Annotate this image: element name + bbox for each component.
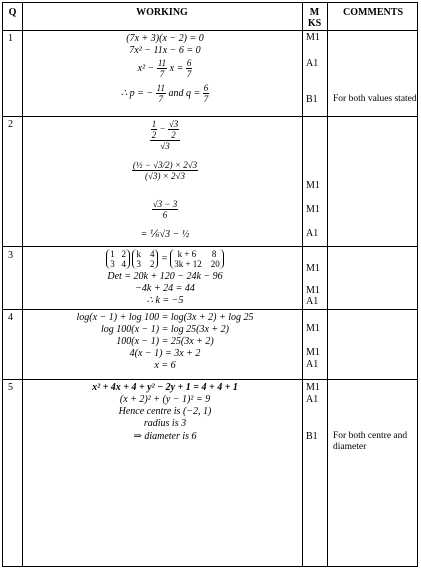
- q5-line-2: (x + 2)² + (y − 1)² = 9: [119, 394, 211, 405]
- q1-line-3: x² − $\frac{11}{7}$ x = $\frac{6}{7}$: [137, 58, 192, 79]
- col-divider-marks: [327, 3, 328, 566]
- q5-comment: For both centre and diameter: [333, 431, 408, 452]
- q2-step-2: $\frac{\text{(½ − √3/2) × 2√3}}{(√3) \times 2√3}$: [132, 160, 198, 181]
- q3-number: 3: [8, 250, 13, 261]
- q3-line-4: ∴ k = −5: [146, 295, 184, 306]
- q1-line-2: 7x² − 11x − 6 = 0: [129, 45, 201, 56]
- row-divider-3: [3, 309, 417, 310]
- q2-number: 2: [8, 119, 13, 130]
- header-q: Q: [8, 7, 17, 18]
- q1-mark-1: M1: [306, 32, 320, 43]
- q3-mark-3: A1: [306, 296, 319, 307]
- q3-mark-1: M1: [306, 263, 320, 274]
- q5-mark-1: M1: [306, 382, 320, 393]
- q1-number: 1: [8, 33, 13, 44]
- q1-line-4: ∴ p = − $\frac{11}{7}$ and q = $\frac{6}{7}$: [120, 83, 209, 104]
- row-divider-1: [3, 116, 417, 117]
- q5-line-3: Hence centre is (−2, 1): [118, 406, 212, 417]
- q4-mark-1: M1: [306, 323, 320, 334]
- marking-scheme-table: [2, 2, 418, 567]
- q2-complex-fraction: $\frac{1}{2}$ − $\frac{√3}{2}$ √3: [151, 119, 179, 151]
- q1-mark-2: A1: [306, 58, 319, 69]
- row-divider-2: [3, 246, 417, 247]
- q4-mark-2: M1: [306, 347, 320, 358]
- q3-mark-2: M1: [306, 285, 320, 296]
- q4-mark-3: A1: [306, 359, 319, 370]
- q2-mark-1: M1: [306, 180, 320, 191]
- q5-line-5: ⇒ diameter is 6: [133, 431, 197, 442]
- q4-number: 4: [8, 312, 13, 323]
- q3-matrix-product: 1 2 3 4 k 4 3 2 = k + 6 8 3k + 12 20: [25, 249, 305, 269]
- q5-number: 5: [8, 382, 13, 393]
- q4-line-4: 4(x − 1) = 3x + 2: [129, 348, 201, 359]
- q5-mark-3: B1: [306, 431, 318, 442]
- header-comments: COMMENTS: [343, 7, 403, 18]
- q1-line-1: (7x + 3)(x − 2) = 0: [126, 33, 204, 44]
- q4-line-5: x = 6: [154, 360, 176, 371]
- q2-mark-3: A1: [306, 228, 319, 239]
- q5-line-1: x² + 4x + 4 + y² − 2y + 1 = 4 + 4 + 1: [92, 382, 238, 393]
- q4-line-1: log(x − 1) + log 100 = log(3x + 2) + log 25: [76, 312, 254, 323]
- q2-step-3: $\frac{√3 - 3}{6}$: [152, 199, 178, 220]
- matrix-c: k + 6 8 3k + 12 20: [170, 249, 224, 269]
- matrix-b: k 4 3 2: [132, 249, 158, 269]
- header-working: WORKING: [136, 7, 188, 18]
- q3-line-3: −4k + 24 = 44: [135, 283, 195, 294]
- col-divider-q: [22, 3, 23, 566]
- matrix-a: 1 2 3 4: [106, 249, 130, 269]
- q4-line-2: log 100(x − 1) = log 25(3x + 2): [101, 324, 229, 335]
- q5-mark-2: A1: [306, 394, 319, 405]
- q4-line-3: 100(x − 1) = 25(3x + 2): [116, 336, 214, 347]
- q2-final: = ⅙√3 − ½: [140, 229, 190, 240]
- row-divider-4: [3, 379, 417, 380]
- q1-mark-3: B1: [306, 94, 318, 105]
- q3-line-2: Det = 20k + 120 − 24k − 96: [107, 271, 223, 282]
- q2-mark-2: M1: [306, 204, 320, 215]
- q1-comment: For both values stated: [333, 94, 417, 104]
- header-marks: M KS: [307, 7, 322, 29]
- q5-line-4: radius is 3: [143, 418, 187, 429]
- header-divider: [3, 30, 417, 31]
